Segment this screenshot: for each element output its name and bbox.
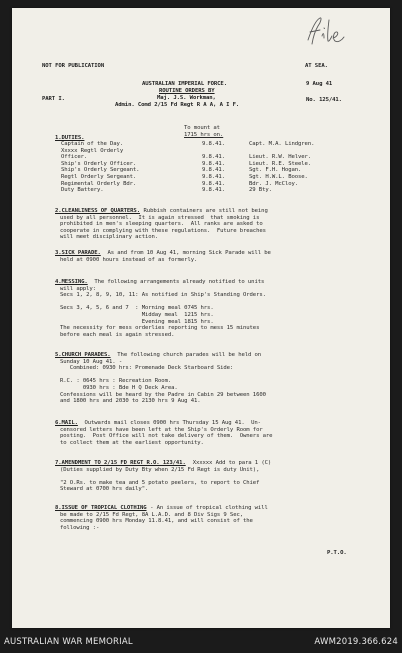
- section-4-heading: 4.MESSING.: [55, 279, 88, 285]
- duty-name: Lieut. R.W. Helver.: [249, 154, 312, 161]
- section-line: The necessity for mess orderlies reporting to mess 15 minutes: [60, 325, 260, 332]
- section-line: will meet disciplinary action.: [60, 234, 159, 241]
- duty-role: Ship's Orderly Officer.: [61, 160, 137, 167]
- section-3-heading: 3.SICK PARADE.: [55, 250, 101, 256]
- section-line: As and from 10 Aug 41, morning Sick Parade will be: [100, 250, 271, 256]
- section-7-heading: 7.AMENDMENT TO 2/15 FD REGT R.O. 123/41.: [55, 460, 186, 466]
- duty-name: Lieut. R.E. Steele.: [249, 160, 312, 167]
- section-line: following :-: [60, 524, 100, 531]
- section-line: to collect them at the earliest opportunity.: [60, 439, 204, 446]
- order-number: No. 125/41.: [306, 97, 342, 103]
- section-line: held at 0900 hours instead of as formerly.: [60, 256, 198, 263]
- location-at-sea: AT SEA.: [305, 63, 328, 69]
- section-line: cooperate in complying with these regulations. Future breaches: [60, 227, 266, 234]
- section-line: be made to 2/15 Fd Regt, 8A L.A.D. and 8 Div Sigs 9 Sec,: [60, 511, 243, 518]
- section-line: 0930 hrs : Bde H Q Deck Area.: [60, 385, 178, 391]
- document-page: [12, 8, 390, 628]
- section-line: Rubbish containers are still not being: [140, 208, 268, 214]
- section-line: Sunday 10 Aug 41. -: [60, 358, 123, 365]
- section-line: Combined: 0930 hrs: Promenade Deck Starboard Side:: [60, 365, 234, 372]
- section-line: The following church parades will be held on: [110, 352, 262, 358]
- part-label: PART I.: [42, 96, 65, 102]
- section-line: R.C. : 0645 hrs : Recreation Room.: [60, 378, 172, 385]
- duty-name: Sgt. H.W.L. Boose.: [249, 174, 308, 180]
- section-8-heading: 8.ISSUE OF TROPICAL CLOTHING: [55, 505, 147, 511]
- section-line: commencing 0900 hrs Monday 11.8.41, and will consist of the: [60, 518, 253, 525]
- section-line: Secs 1, 2, 8, 9, 10, 11: As notified in Ship's Standing Orders.: [60, 292, 266, 299]
- section-line: "2 O.Rs. to make tea and 5 potato peelers, to report to Chief: [60, 479, 260, 486]
- duty-date: 9.8.41.: [202, 160, 225, 167]
- duty-date: 9.8.41.: [202, 174, 225, 180]
- duty-name: 29 Bty.: [249, 187, 272, 194]
- document-subtitle: ROUTINE ORDERS BY: [159, 88, 215, 94]
- section-line: Evening meal 1815 hrs.: [60, 318, 214, 325]
- document-title: AUSTRALIAN IMPERIAL FORCE.: [142, 81, 227, 87]
- archive-reference: AWM2019.366.624: [314, 637, 398, 647]
- section-5-heading: 5.CHURCH PARADES.: [55, 352, 111, 358]
- duty-role: Xxxxx Regtl Orderly: [61, 147, 124, 154]
- duty-role: Ship's Orderly Sergeant.: [61, 167, 140, 174]
- section-line: Xxxxxx Add to para 1 (C): [186, 460, 272, 466]
- commander-name: Maj. J.S. Workman,: [157, 95, 216, 101]
- section-line: prohibited in men's sleeping quarters. All ranks are asked to: [60, 221, 263, 228]
- section-line: The following arrangements already notified to units: [87, 279, 265, 285]
- section-line: Midday meal 1215 hrs.: [60, 312, 214, 318]
- section-line: Confessions will be heard by the Padre in Cabin 29 between 1600: [60, 391, 266, 398]
- admin-command: Admin. Comd 2/15 Fd Regt R A A, A I F.: [115, 102, 240, 108]
- please-turn-over: P.T.O.: [327, 550, 347, 556]
- section-line: posting. Post Office will not take delivery of them. Owners are: [60, 433, 273, 440]
- duty-role: Officer.: [61, 154, 88, 161]
- not-for-publication: NOT FOR PUBLICATION: [42, 63, 105, 69]
- section-line: will apply:: [60, 285, 96, 292]
- duty-date: 9.8.41.: [202, 167, 225, 174]
- duty-name: Sgt. F.H. Hogan.: [249, 167, 302, 174]
- section-6-heading: 6.MAIL.: [55, 420, 78, 426]
- archive-name: AUSTRALIAN WAR MEMORIAL: [4, 637, 133, 647]
- section-line: before each meal is again stressed.: [60, 331, 175, 338]
- duties-heading: 1.DUTIES.: [55, 135, 85, 141]
- duty-name: Capt. M.A. Lindgren.: [249, 141, 315, 147]
- section-line: and 1800 hrs and 2030 to 2130 hrs 9 Aug 41.: [60, 398, 201, 405]
- section-line: - An issue of tropical clothing will: [146, 505, 268, 511]
- duty-role: Captain of the Day.: [61, 141, 124, 147]
- duties-to-mount-time: 1715 hrs on.: [184, 132, 224, 138]
- section-line: (Duties supplied by Duty Bty when 2/15 Fd Regt is duty Unit),: [60, 466, 260, 473]
- section-line: Steward at 0700 hrs daily".: [60, 486, 149, 493]
- order-date: 9 Aug 41: [306, 81, 333, 87]
- duty-date: 9.8.41.: [202, 141, 225, 147]
- duties-to-mount: To mount at: [184, 125, 220, 131]
- section-line: Secs 3, 4, 5, 6 and 7 : Morning meal 0745 hrs.: [60, 305, 214, 312]
- duty-role: Regtl Orderly Sergeant.: [61, 174, 137, 180]
- section-line: Outwards mail closes 0900 hrs Thursday 15 Aug 41. Un-: [77, 420, 261, 426]
- duty-date: 9.8.41.: [202, 187, 225, 194]
- duty-role: Regimental Orderly Bdr.: [61, 180, 137, 187]
- duty-role: Duty Battery.: [61, 187, 104, 194]
- handwritten-annotation: [302, 14, 358, 48]
- duty-date: 9.8.41.: [202, 154, 225, 161]
- section-2-heading: 2.CLEANLINESS OF QUARTERS.: [55, 208, 140, 214]
- section-line: censored letters have been left at the Ship's Orderly Room for: [60, 426, 263, 433]
- duty-name: Bdr. J. McCloy.: [249, 180, 299, 187]
- duty-date: 9.8.41.: [202, 180, 225, 187]
- archive-footer: [0, 631, 402, 653]
- section-line: used by all personnel. It is again stressed that smoking is: [60, 214, 260, 221]
